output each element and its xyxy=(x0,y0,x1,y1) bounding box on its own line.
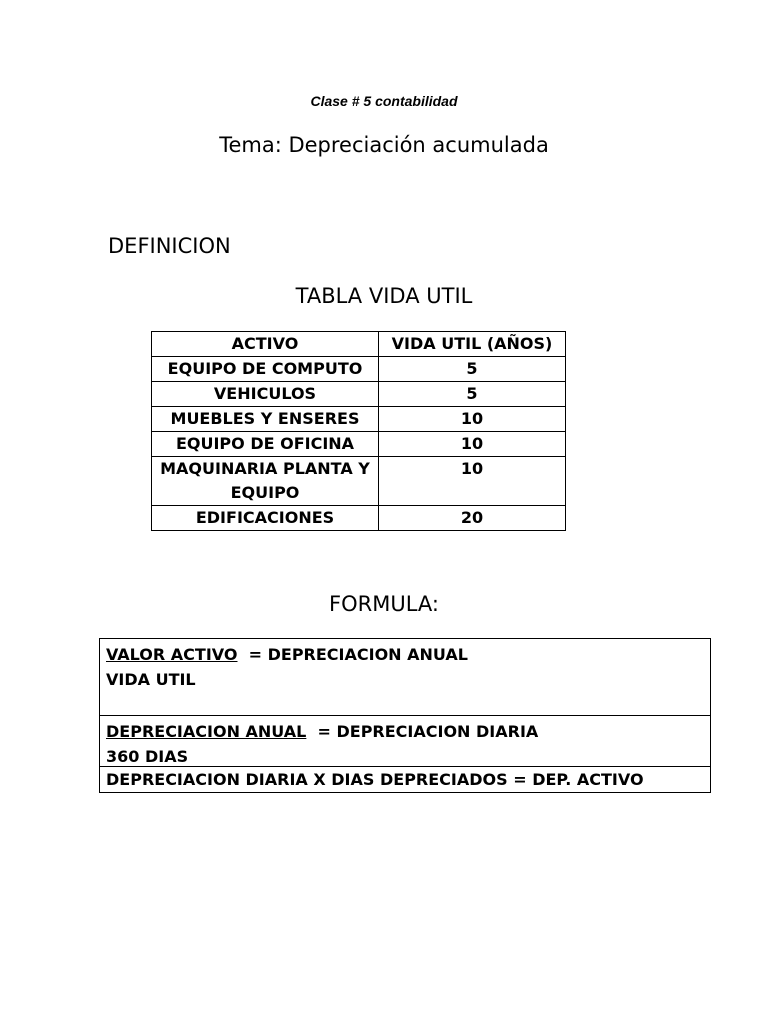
formula-result: = DEPRECIACION ANUAL xyxy=(248,645,468,664)
document-header: Clase # 5 contabilidad xyxy=(310,93,458,109)
formula-row xyxy=(100,716,710,767)
section-heading: DEFINICION xyxy=(108,234,231,258)
formula-row xyxy=(100,639,710,716)
formula-numerator: VALOR ACTIVO xyxy=(106,645,238,664)
formula-box xyxy=(99,638,711,793)
asset-cell: MAQUINARIA PLANTA Y EQUIPO xyxy=(152,457,379,506)
years-cell: 10 xyxy=(379,432,566,457)
column-header-years: VIDA UTIL (AÑOS) xyxy=(379,332,566,357)
years-cell: 5 xyxy=(379,382,566,407)
table-row xyxy=(152,457,566,506)
years-cell: 5 xyxy=(379,357,566,382)
years-cell: 20 xyxy=(379,506,566,531)
formula-line xyxy=(106,719,704,744)
useful-life-table xyxy=(151,331,566,531)
formula-denominator: 360 DIAS xyxy=(106,747,189,766)
table-row xyxy=(152,432,566,457)
asset-cell: VEHICULOS xyxy=(152,382,379,407)
formula-row xyxy=(100,767,710,792)
table-row xyxy=(152,357,566,382)
page-title: Tema: Depreciación acumulada xyxy=(219,133,549,157)
table-row xyxy=(152,382,566,407)
column-header-asset: ACTIVO xyxy=(152,332,379,357)
formula-result: = DEPRECIACION DIARIA xyxy=(317,722,539,741)
asset-cell: EDIFICACIONES xyxy=(152,506,379,531)
asset-cell: MUEBLES Y ENSERES xyxy=(152,407,379,432)
formula-line xyxy=(106,642,704,667)
formula-title: FORMULA: xyxy=(329,592,439,616)
years-cell: 10 xyxy=(379,407,566,432)
table-row xyxy=(152,506,566,531)
formula-denominator: VIDA UTIL xyxy=(106,670,196,689)
formula-numerator: DEPRECIACION ANUAL xyxy=(106,722,307,741)
years-cell: 10 xyxy=(379,457,566,506)
table-row xyxy=(152,407,566,432)
formula-text: DEPRECIACION DIARIA X DIAS DEPRECIADOS = DEP. ACTIVO xyxy=(106,770,644,789)
asset-cell: EQUIPO DE COMPUTO xyxy=(152,357,379,382)
table-header-row xyxy=(152,332,566,357)
table-title: TABLA VIDA UTIL xyxy=(295,284,473,308)
asset-cell: EQUIPO DE OFICINA xyxy=(152,432,379,457)
